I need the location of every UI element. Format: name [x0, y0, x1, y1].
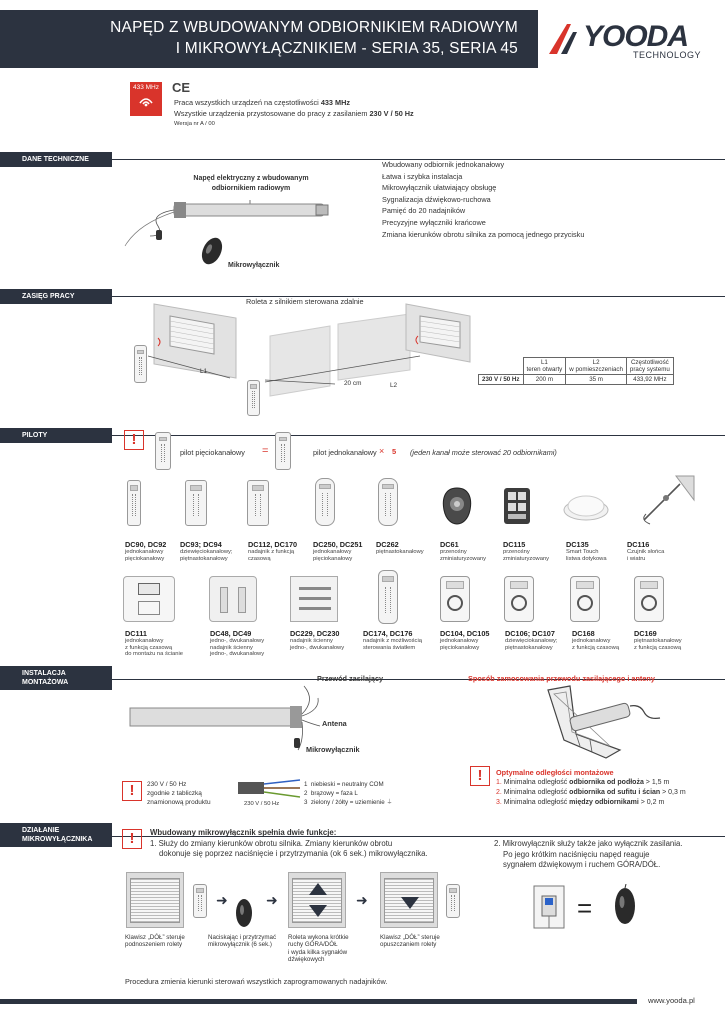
warning-icon: ! [124, 430, 144, 450]
function-p1-line1: 1. Służy do zmiany kierunków obrotu silnika. Zmiany kierunków obrotu [150, 838, 393, 848]
arrow-right-icon: ➜ [356, 892, 368, 908]
table-header: L1 teren otwarty [523, 358, 566, 375]
remote-illustration [446, 884, 460, 918]
remote-name: DC106; DC107 [505, 629, 555, 638]
wire-legend-item: 1 niebieski = neutralny COM [304, 781, 384, 788]
step-caption: Klawisz „DÓŁ” steruje opuszczaniem rolety [380, 934, 440, 949]
warning-icon: ! [470, 766, 490, 786]
equation-one-channel: pilot jednokanałowy [313, 448, 377, 457]
distances-list [496, 778, 686, 808]
remote-desc: piętnastokanałowy z funkcją czasową [634, 638, 682, 651]
wire-legend-item: 3 zielony / żółty = uziemienie ⏚ [304, 799, 393, 806]
times-sign: × [379, 446, 385, 456]
range-table [478, 357, 674, 385]
remote-desc: przenośny zminiaturyzowany [440, 549, 487, 562]
power-note-line3: znamionową produktu [147, 799, 211, 806]
intro-text [174, 98, 414, 130]
remote-desc: dziewięciokanałowy; piętnastokanałowy [505, 638, 558, 651]
remote-dc106 [504, 576, 534, 622]
multiplier: 5 [392, 447, 397, 456]
function-text-1 [150, 828, 428, 860]
mounting-illustration [540, 684, 670, 764]
table-cell: 433,92 MHz [626, 375, 673, 385]
range-distance-label: 20 cm [344, 380, 362, 387]
range-l1-label: L1 [200, 368, 208, 375]
remote-name: DC112, DC170 [248, 540, 298, 549]
ce-mark: CE [172, 80, 191, 95]
remote-desc: jednokanałowy pięciokanałowy [125, 549, 165, 562]
antenna-label: Antena [322, 719, 347, 728]
remote-desc: Czujnik słońca i wiatru [627, 549, 665, 562]
logo-mark-icon [547, 22, 587, 56]
equation-five-channel: pilot pięciokanałowy [180, 448, 245, 457]
version-label: Wersja nr A / 00 [174, 121, 215, 128]
logo [547, 16, 717, 62]
wire-legend-item: 2 brązowy = faza L [304, 790, 358, 797]
section-instalacja-line2: MONTAŻOWA [22, 679, 69, 686]
remote-name: DC116 [627, 540, 650, 549]
table-row-label: 230 V / 50 Hz [479, 375, 524, 385]
page-title-line2: I MIKROWYŁĄCZNIKIEM - SERIA 35, SERIA 45 [175, 40, 518, 57]
motor-label [186, 174, 316, 194]
remote-illustration [134, 345, 147, 383]
remote-name: DC168 [572, 629, 595, 638]
warning-icon: ! [122, 829, 142, 849]
remote-dc61-icon [440, 486, 474, 526]
remote-name: DC93; DC94 [180, 540, 222, 549]
remote-dc262 [378, 478, 398, 526]
remote-desc: Smart Touch listwa dotykowa [566, 549, 607, 562]
feature-item: Precyzyjne wyłączniki krańcowe [382, 217, 486, 227]
section-dzialanie [0, 823, 112, 847]
section-dzialanie-line2: MIKROWYŁĄCZNIKA [22, 836, 93, 843]
feature-item: Zmiana kierunków obrotu silnika za pomocą jednego przycisku [382, 229, 585, 239]
remote-five-channel [155, 432, 171, 470]
remote-name: DC169 [634, 629, 657, 638]
remote-name: DC174, DC176 [363, 629, 413, 638]
equals-sign: = [262, 445, 269, 457]
remote-name: DC135 [566, 540, 589, 549]
footer-url[interactable]: www.yooda.pl [648, 996, 695, 1005]
function-title: Wbudowany mikrowyłącznik spełnia dwie funkcje: [150, 828, 337, 837]
arrow-right-icon: ➜ [266, 892, 278, 908]
table-header: L2 w pomieszczeniach [566, 358, 627, 375]
section-piloty: PILOTY [0, 428, 112, 443]
remote-desc: piętnastokanałowy [376, 549, 424, 555]
feature-item: Pamięć do 20 nadajników [382, 206, 466, 216]
step-caption: Klawisz „DÓŁ” steruje podnoszeniem rolety [125, 934, 185, 949]
function-p2-line3: sygnałem dźwiękowym i ruchem GÓRA/DÓŁ. [503, 860, 661, 870]
feature-list [382, 159, 584, 240]
remote-dc168 [570, 576, 600, 622]
sensor-dc116-icon [636, 470, 696, 528]
ground-icon: ⏚ [386, 799, 393, 806]
feature-item: Wbudowany odbiornik jednokanałowy [382, 160, 505, 169]
intro-line2: Wszystkie urządzenia przystosowane do pracy z zasilaniem [174, 108, 370, 118]
section-instalacja-line1: INSTALACJA [22, 670, 66, 677]
blind-illustration [126, 872, 184, 928]
remote-illustration [193, 884, 207, 918]
range-l2-label: L2 [390, 382, 398, 389]
motor-label-line1: Napęd elektryczny z wbudowanym [193, 175, 309, 182]
remote-name: DC229, DC230 [290, 629, 340, 638]
section-instalacja [0, 666, 112, 690]
remote-dc111 [123, 576, 175, 622]
remote-desc: jednokanałowy pięciokanałowy [313, 549, 353, 562]
distance-item: 1. Minimalna odległość odbiornika od podłoża > 1,5 m [496, 779, 670, 786]
function-p2-line2: Po jego krótkim naciśnięciu napęd reaguje [503, 849, 650, 859]
roleta-label: Roleta z silnikiem sterowana zdalnie [246, 297, 364, 306]
remote-dc135-icon [562, 490, 610, 522]
remote-illustration [247, 380, 260, 416]
microswitch-icon [232, 896, 256, 930]
section-dane-techniczne: DANE TECHNICZNE [0, 152, 112, 167]
header-bar [0, 10, 538, 68]
table-header: Częstotliwość pracy systemu [626, 358, 673, 375]
power-note [147, 780, 211, 807]
table-cell: 35 m [566, 375, 627, 385]
remote-dc104 [440, 576, 470, 622]
intro-line1-bold: 433 MHz [320, 98, 351, 107]
feature-item: Łatwa i szybka instalacja [382, 171, 463, 181]
button-pad [138, 601, 160, 615]
power-cable-label: Przewód zasilający [317, 674, 384, 683]
distances-title: Optymalne odległości montażowe [496, 768, 614, 777]
microswitch-label: Mikrowyłącznik [306, 745, 360, 754]
table-cell: 200 m [523, 375, 566, 385]
footer-bar [0, 999, 637, 1004]
remote-name: DC111 [125, 629, 147, 638]
remote-dc115-icon [502, 486, 532, 526]
remote-one-channel [275, 432, 291, 470]
section-dzialanie-line1: DZIAŁANIE [22, 827, 60, 834]
motor-wiring-illustration [120, 680, 330, 760]
feature-item: Sygnalizacja dźwiękowo-ruchowa [382, 194, 491, 204]
warning-icon: ! [122, 781, 142, 801]
microswitch-icon [612, 884, 638, 932]
arrow-right-icon: ➜ [216, 892, 228, 908]
blind-illustration [380, 872, 438, 928]
remote-desc: dziewięciokanałowy; piętnastokanałowy [180, 549, 233, 562]
remote-desc: nadajnik z funkcją czasową [248, 549, 295, 562]
remote-name: DC90, DC92 [125, 540, 167, 549]
step-caption: Naciskając i przytrzymać mikrowyłącznik (6 sek.) [208, 934, 277, 949]
remote-name: DC115 [503, 540, 526, 549]
blind-illustration [288, 872, 346, 928]
remote-dc112 [247, 480, 269, 526]
wire-caption: 230 V / 50 Hz [244, 801, 280, 807]
remote-dc90 [127, 480, 141, 526]
remote-dc169 [634, 576, 664, 622]
radio-waves-icon [136, 93, 156, 109]
motor-label-line2: odbiornikiem radiowym [211, 185, 291, 192]
remote-desc: nadajnik z możliwością sterowania światłem [363, 638, 422, 651]
logo-text: YOODA [583, 20, 689, 53]
remote-desc: przenośny zminiaturyzowany [503, 549, 550, 562]
equals-sign: = [577, 893, 593, 923]
feature-item: Mikrowyłącznik ułatwiający obsługę [382, 183, 497, 193]
frequency-badge [130, 82, 162, 116]
frequency-badge-text: 433 MHz [132, 84, 159, 91]
power-note-line1: 230 V / 50 Hz [147, 781, 187, 788]
section-zasieg-pracy: ZASIĘG PRACY [0, 289, 112, 304]
remote-desc: jednokanałowy z funkcją czasową [572, 638, 620, 651]
wire-illustration [236, 776, 306, 802]
equation-note: (jeden kanał może sterować 20 odbiornikami) [410, 448, 557, 457]
function-p2-line1: 2. Mikrowyłącznik służy także jako wyłącznik zasilania. [494, 839, 683, 848]
remote-dc250 [315, 478, 335, 526]
microswitch-label: Mikrowyłącznik [228, 262, 280, 269]
remote-dc174 [378, 570, 398, 624]
power-switch-icon [532, 884, 566, 930]
wire-legend [304, 780, 393, 807]
distance-item: 2. Minimalna odległość odbiornika od sufitu i ścian > 0,3 m [496, 789, 686, 796]
power-note-line2: zgodnie z tabliczką [147, 790, 202, 797]
distance-item: 3. Minimalna odległość między odbiornikami > 0,2 m [496, 799, 665, 806]
remote-name: DC250, DC251 [313, 540, 363, 549]
intro-line2-bold: 230 V / 50 Hz [369, 108, 414, 118]
procedure-note: Procedura zmienia kierunki sterowań wszystkich zaprogramowanych nadajników. [125, 977, 388, 986]
remote-desc: jedno-, dwukanałowy nadajnik ścienny jedno-, dwukanałowy [210, 638, 265, 658]
remote-name: DC48, DC49 [210, 629, 252, 638]
remote-dc48 [209, 576, 257, 622]
microswitch-icon [192, 235, 232, 269]
remote-dc229 [290, 576, 338, 622]
remote-dc93 [185, 480, 207, 526]
step-caption: Roleta wykona krótkie ruchy GÓRA/DÓŁ i wyda kilka sygnałów dźwiękowych [288, 934, 349, 964]
page-title-line1: NAPĘD Z WBUDOWANYM ODBIORNIKIEM RADIOWYM [110, 19, 518, 36]
remote-name: DC104, DC105 [440, 629, 490, 638]
function-text-2 [494, 839, 683, 871]
function-p1-line2: dokonuje się poprzez naciśnięcie i przytrzymania (ok 6 sek.) mikrowyłącznika. [159, 849, 428, 859]
range-illustration [120, 296, 480, 406]
section-divider [112, 435, 725, 436]
remote-name: DC262 [376, 540, 399, 549]
mounting-title: Sposób zamocowania przewodu zasilającego i anteny [468, 674, 655, 683]
remote-name: DC61 [440, 540, 459, 549]
remote-desc: jednokanałowy pięciokanałowy [440, 638, 480, 651]
lcd-display [138, 583, 160, 595]
logo-subtext: TECHNOLOGY [633, 50, 702, 60]
intro-line1: Praca wszystkich urządzeń na częstotliwości [174, 98, 321, 107]
remote-desc: nadajnik ścienny jedno-, dwukanałowy [290, 638, 345, 651]
remote-desc: jednokanałowy z funkcją czasową do montażu na ścianie [125, 638, 184, 658]
